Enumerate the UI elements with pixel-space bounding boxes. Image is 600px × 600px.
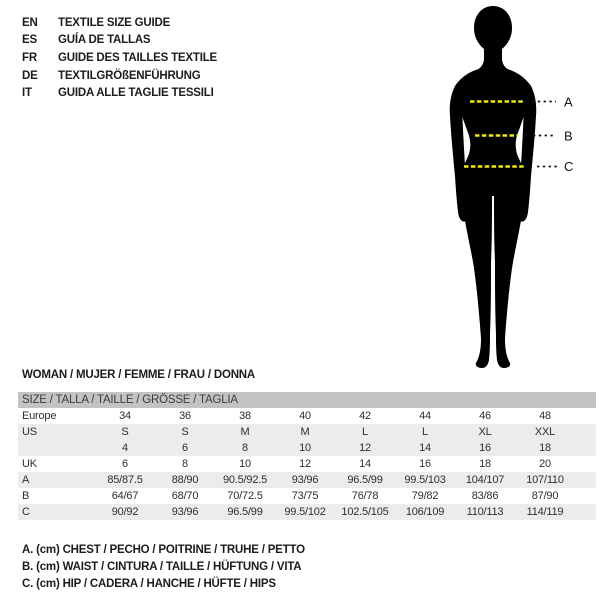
legend-hip: C. (cm) HIP / CADERA / HANCHE / HÜFTE / HIPS xyxy=(22,578,276,590)
size-cell: 68/70 xyxy=(171,490,199,502)
size-cell: 16 xyxy=(419,458,431,470)
row-pad xyxy=(575,440,596,456)
language-title: GUIDA ALLE TAGLIE TESSILI xyxy=(58,87,214,100)
legend-chest: A. (cm) CHEST / PECHO / POITRINE / TRUHE / PETTO xyxy=(22,544,305,556)
table-row-europe xyxy=(18,408,596,424)
size-cell: 14 xyxy=(419,442,431,454)
size-cell: 16 xyxy=(479,442,491,454)
waist-point-label: B xyxy=(564,128,573,144)
size-cell: 44 xyxy=(419,410,431,422)
language-title: GUIDE DES TAILLES TEXTILE xyxy=(58,51,217,64)
size-cell: 110/113 xyxy=(466,506,504,518)
language-title: TEXTILE SIZE GUIDE xyxy=(58,16,171,29)
size-cell: 83/86 xyxy=(471,490,499,502)
row-pad xyxy=(575,456,596,472)
row-pad xyxy=(575,504,596,520)
size-cell: 48 xyxy=(539,410,551,422)
row-label: B xyxy=(22,490,30,502)
size-cell: 107/110 xyxy=(526,474,564,486)
size-cell: 12 xyxy=(299,458,311,470)
size-cell: 6 xyxy=(122,458,128,470)
language-row xyxy=(22,14,217,32)
size-cell: 8 xyxy=(242,442,248,454)
size-cell: 90/92 xyxy=(111,506,139,518)
size-cell: 10 xyxy=(239,458,251,470)
row-label: C xyxy=(22,506,30,518)
silhouette-svg xyxy=(425,0,600,380)
language-title: TEXTILGRÖßENFÜHRUNG xyxy=(58,69,201,82)
size-cell: 64/67 xyxy=(111,490,139,502)
size-cell: 106/109 xyxy=(405,506,445,518)
size-cell: 99.5/103 xyxy=(404,474,446,486)
size-table-header: SIZE / TALLA / TAILLE / GRÖSSE / TAGLIA xyxy=(18,392,596,408)
size-cell: 4 xyxy=(122,442,128,454)
size-cell: 102.5/105 xyxy=(341,506,389,518)
size-cell: 6 xyxy=(182,442,188,454)
table-row-us-numeric xyxy=(18,440,596,456)
language-row xyxy=(22,84,217,102)
size-cell: 12 xyxy=(359,442,371,454)
size-cell: 20 xyxy=(539,458,551,470)
size-cell: 14 xyxy=(359,458,371,470)
chest-point-label: A xyxy=(564,94,573,110)
size-cell: 38 xyxy=(239,410,251,422)
size-cell: 96.5/99 xyxy=(347,474,383,486)
silhouette-right-leg xyxy=(494,190,525,368)
language-row xyxy=(22,67,217,85)
size-cell: 8 xyxy=(182,458,188,470)
size-cell: M xyxy=(300,426,310,438)
size-cell: XXL xyxy=(534,426,556,438)
language-code: DE xyxy=(22,69,38,82)
size-cell: 99.5/102 xyxy=(284,506,326,518)
language-title: GUÍA DE TALLAS xyxy=(58,34,151,47)
size-cell: 90.5/92.5 xyxy=(222,474,268,486)
size-cell: 85/87.5 xyxy=(107,474,143,486)
size-cell: S xyxy=(181,426,189,438)
row-pad xyxy=(575,472,596,488)
size-cell: 70/72.5 xyxy=(227,490,263,502)
measurement-legend xyxy=(22,542,305,593)
table-row-waist xyxy=(18,488,596,504)
size-table xyxy=(18,392,596,520)
legend-waist: B. (cm) WAIST / CINTURA / TAILLE / HÜFTUNG / VITA xyxy=(22,561,302,573)
size-cell: S xyxy=(121,426,129,438)
size-cell: 73/75 xyxy=(291,490,319,502)
language-code: FR xyxy=(22,51,37,64)
row-label: UK xyxy=(22,458,37,470)
size-cell: 40 xyxy=(299,410,311,422)
language-code: ES xyxy=(22,34,37,47)
size-cell: M xyxy=(240,426,250,438)
row-label: Europe xyxy=(22,410,57,422)
size-cell: 10 xyxy=(299,442,311,454)
size-cell: 96.5/99 xyxy=(227,506,263,518)
language-row xyxy=(22,32,217,50)
size-cell: 46 xyxy=(479,410,491,422)
silhouette-left-leg xyxy=(461,190,492,368)
woman-group-title: WOMAN / MUJER / FEMME / FRAU / DONNA xyxy=(22,369,256,381)
size-cell: 34 xyxy=(119,410,131,422)
size-cell: 93/96 xyxy=(171,506,199,518)
language-code: IT xyxy=(22,87,32,100)
silhouette-head-neck xyxy=(474,6,512,70)
hip-point-label: C xyxy=(564,159,574,174)
size-cell: L xyxy=(362,426,368,438)
size-cell: 42 xyxy=(359,410,371,422)
row-label: US xyxy=(22,426,37,438)
table-row-uk xyxy=(18,456,596,472)
language-code: EN xyxy=(22,16,38,29)
table-row-us xyxy=(18,424,596,440)
woman-silhouette-figure xyxy=(425,0,600,380)
size-cell: 114/119 xyxy=(526,506,564,518)
row-pad xyxy=(575,424,596,440)
size-cell: 93/96 xyxy=(291,474,319,486)
row-pad xyxy=(575,408,596,424)
silhouette-torso xyxy=(455,67,531,196)
row-label: A xyxy=(22,474,30,486)
size-cell: 18 xyxy=(479,458,491,470)
size-cell: 76/78 xyxy=(351,490,379,502)
size-cell: 36 xyxy=(179,410,191,422)
row-label xyxy=(18,440,95,456)
size-cell: 87/90 xyxy=(531,490,559,502)
size-cell: 79/82 xyxy=(411,490,439,502)
table-row-hip xyxy=(18,504,596,520)
table-row-chest xyxy=(18,472,596,488)
size-cell: XL xyxy=(478,426,492,438)
size-cell: 88/90 xyxy=(171,474,199,486)
row-pad xyxy=(575,488,596,504)
language-title-list xyxy=(22,14,217,102)
language-row xyxy=(22,49,217,67)
size-cell: 104/107 xyxy=(465,474,505,486)
size-cell: L xyxy=(422,426,428,438)
size-cell: 18 xyxy=(539,442,551,454)
